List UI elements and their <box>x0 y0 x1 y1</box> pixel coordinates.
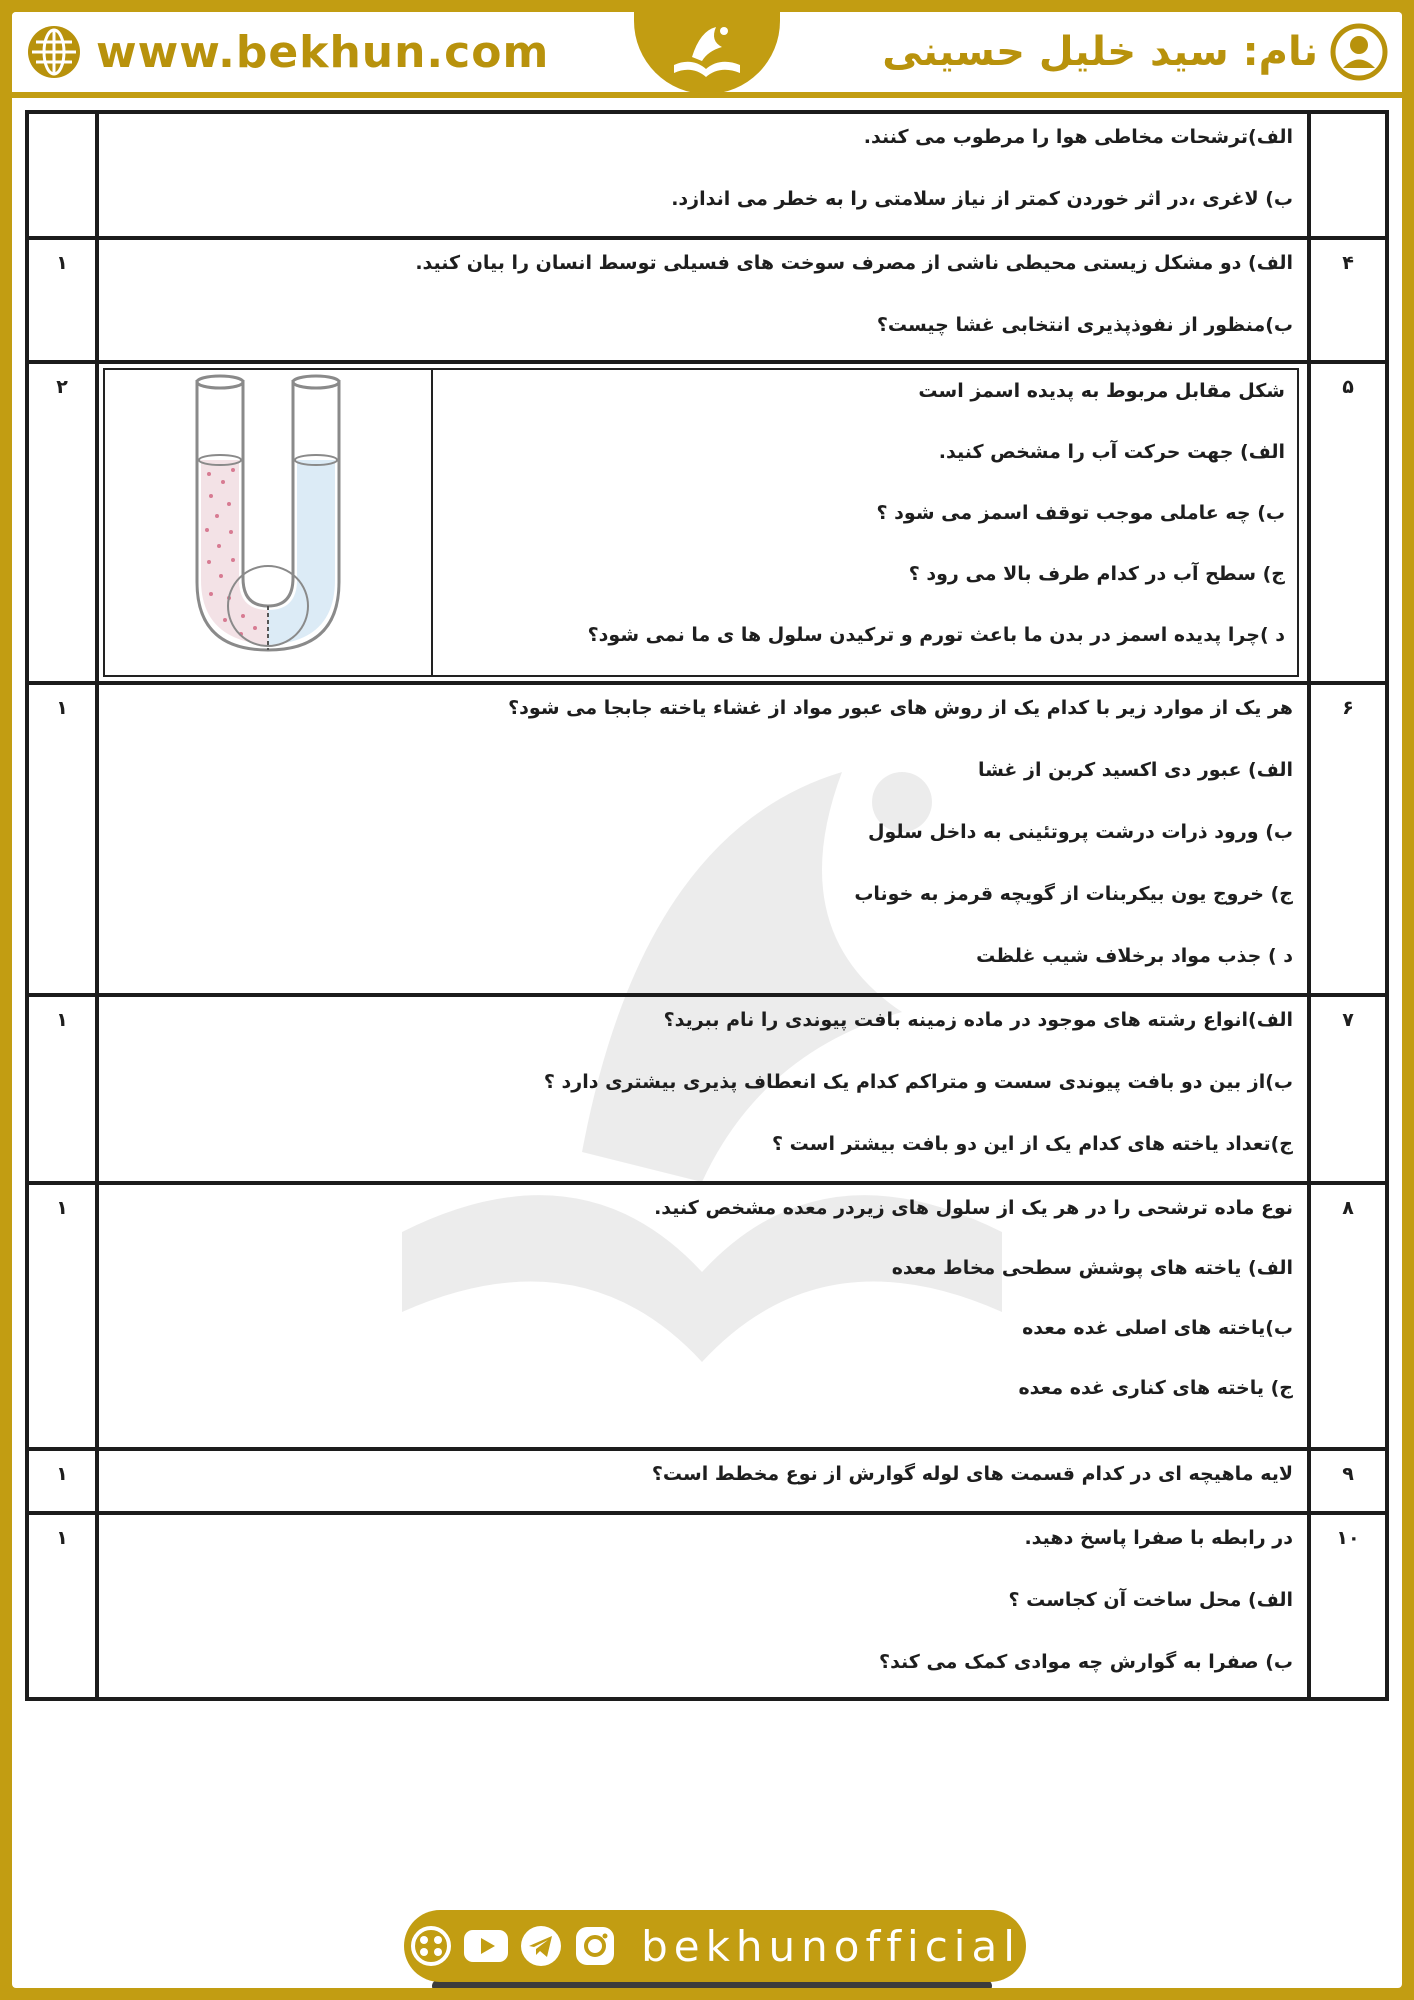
social-handle[interactable]: bekhunofficial <box>641 1921 1021 1971</box>
question-line: الف)انواع رشته های موجود در ماده زمینه بافت پیوندی را نام ببرید؟ <box>663 1009 1293 1031</box>
question-content <box>97 995 1309 1183</box>
question-line: الف) محل ساخت آن کجاست ؟ <box>1008 1589 1293 1611</box>
osmosis-question-box <box>103 368 1299 677</box>
question-line: ب)یاخته های اصلی غده معده <box>1022 1317 1293 1339</box>
question-line: الف) دو مشکل زیستی محیطی ناشی از مصرف سوخت های فسیلی توسط انسان را بیان کنید. <box>415 252 1293 274</box>
question-number: ۹ <box>1309 1449 1387 1513</box>
question-score: ۱ <box>27 1183 97 1449</box>
question-row <box>27 1513 1387 1699</box>
question-number: ۵ <box>1309 362 1387 683</box>
question-line: د )چرا پدیده اسمز در بدن ما باعث تورم و ترکیدن سلول ها ی ما نمی شود؟ <box>587 624 1285 646</box>
question-content <box>97 1449 1309 1513</box>
question-number: ۷ <box>1309 995 1387 1183</box>
exam-page <box>12 12 1402 1988</box>
u-tube-diagram <box>163 370 373 660</box>
book-logo-icon <box>662 17 752 87</box>
page-header <box>12 12 1402 98</box>
telegram-icon[interactable] <box>519 1924 563 1968</box>
student-name-block <box>882 24 1388 80</box>
question-line: د ) جذب مواد برخلاف شیب غلظت <box>976 945 1293 967</box>
question-line: ب) چه عاملی موجب توقف اسمز می شود ؟ <box>876 502 1285 524</box>
question-line: ب)از بین دو بافت پیوندی سست و متراکم کدام یک انعطاف پذیری بیشتری دارد ؟ <box>543 1071 1293 1093</box>
globe-icon <box>26 24 82 80</box>
question-row <box>27 1449 1387 1513</box>
question-line: الف) عبور دی اکسید کربن از غشا <box>977 759 1293 781</box>
question-content <box>97 683 1309 995</box>
question-line: الف) جهت حرکت آب را مشخص کنید. <box>938 441 1285 463</box>
exam-questions-table <box>25 110 1389 1701</box>
osmosis-question-text <box>433 370 1297 675</box>
user-icon <box>1330 23 1388 81</box>
question-line: هر یک از موارد زیر با کدام یک از روش های عبور مواد از غشاء یاخته جابجا می شود؟ <box>508 697 1293 719</box>
question-line: ب) ورود ذرات درشت پروتئینی به داخل سلول <box>868 821 1293 843</box>
question-line: شکل مقابل مربوط به پدیده اسمز است <box>918 380 1285 402</box>
brand-logo <box>634 12 780 94</box>
question-line: ج) یاخته های کناری غده معده <box>1018 1377 1293 1399</box>
question-score: ۱ <box>27 1449 97 1513</box>
social-footer <box>404 1910 1026 1982</box>
question-number: ۴ <box>1309 238 1387 362</box>
question-line: ج)تعداد یاخته های کدام یک از این دو بافت بیشتر است ؟ <box>772 1133 1293 1155</box>
question-content <box>97 1513 1309 1699</box>
question-line: الف)ترشحات مخاطی هوا را مرطوب می کنند. <box>863 126 1293 148</box>
instagram-icon[interactable] <box>573 1924 617 1968</box>
question-line: ب) لاغری ،در اثر خوردن کمتر از نیاز سلامتی را به خطر می اندازد. <box>671 188 1293 210</box>
question-number: ۶ <box>1309 683 1387 995</box>
youtube-icon[interactable] <box>463 1928 509 1964</box>
aparat-icon[interactable] <box>409 1924 453 1968</box>
question-row <box>27 112 1387 238</box>
question-number: ۸ <box>1309 1183 1387 1449</box>
question-line: ب) صفرا به گوارش چه موادی کمک می کند؟ <box>879 1651 1293 1673</box>
question-line: ب)منظور از نفوذپذیری انتخابی غشا چیست؟ <box>876 314 1293 336</box>
question-line: ج) خروج یون بیکربنات از گویچه قرمز به خوناب <box>854 883 1293 905</box>
question-row <box>27 683 1387 995</box>
question-score: ۲ <box>27 362 97 683</box>
question-content <box>97 112 1309 238</box>
question-line: الف) یاخته های پوشش سطحی مخاط معده <box>891 1257 1293 1279</box>
question-row <box>27 1183 1387 1449</box>
osmosis-figure <box>105 370 433 675</box>
question-content <box>97 1183 1309 1449</box>
question-line: لایه ماهیچه ای در کدام قسمت های لوله گوارش از نوع مخطط است؟ <box>651 1463 1293 1485</box>
question-content <box>97 238 1309 362</box>
question-line: ج) سطح آب در کدام طرف بالا می رود ؟ <box>908 563 1285 585</box>
website-link[interactable] <box>26 24 549 80</box>
question-score: ۱ <box>27 683 97 995</box>
question-content <box>97 362 1309 683</box>
question-row <box>27 362 1387 683</box>
question-line: نوع ماده ترشحی را در هر یک از سلول های زیردر معده مشخص کنید. <box>654 1197 1293 1219</box>
question-number <box>1309 112 1387 238</box>
question-number: ۱۰ <box>1309 1513 1387 1699</box>
question-row <box>27 238 1387 362</box>
question-score: ۱ <box>27 1513 97 1699</box>
question-score: ۱ <box>27 995 97 1183</box>
question-score: ۱ <box>27 238 97 362</box>
question-row <box>27 995 1387 1183</box>
website-url: www.bekhun.com <box>96 26 550 78</box>
question-score <box>27 112 97 238</box>
question-line: در رابطه با صفرا پاسخ دهید. <box>1024 1527 1293 1549</box>
student-name: نام: سید خلیل حسینی <box>882 29 1318 75</box>
